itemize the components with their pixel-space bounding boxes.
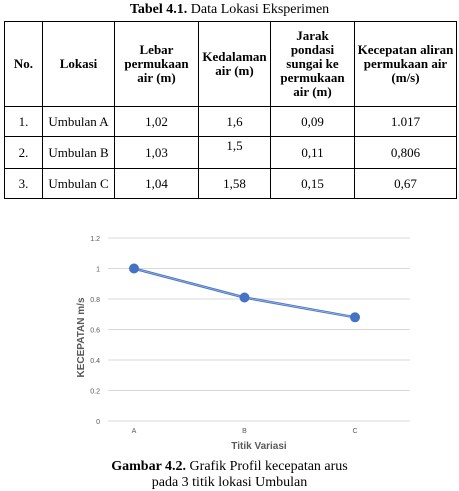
cell-no: 3. xyxy=(5,169,43,199)
table-header-row xyxy=(5,22,457,107)
y-tick-label: 0.2 xyxy=(90,388,100,396)
header-kecepatan: Kecepatan aliran permukaan air (m/s) xyxy=(355,22,457,107)
cell-jarak: 0,11 xyxy=(271,137,355,169)
data-point xyxy=(350,312,360,322)
cell-lokasi: Umbulan C xyxy=(43,169,115,199)
table-caption-text: Data Lokasi Eksperimen xyxy=(187,2,330,17)
y-axis-title: KECEPATAN m/s xyxy=(76,297,87,378)
header-lokasi: Lokasi xyxy=(43,22,115,107)
table-caption xyxy=(0,2,459,18)
data-table xyxy=(4,21,457,199)
figure-caption-line2: pada 3 titik lokasi Umbulan xyxy=(151,475,308,490)
x-tick-label: A xyxy=(131,428,137,435)
cell-kedalaman: 1,58 xyxy=(199,169,271,199)
cell-kecepatan: 0,806 xyxy=(355,137,457,169)
table-row xyxy=(5,137,457,169)
cell-kedalaman: 1,5 xyxy=(199,137,271,169)
x-tick-label: C xyxy=(352,428,358,435)
cell-lokasi: Umbulan B xyxy=(43,137,115,169)
table-row xyxy=(5,169,457,199)
header-no: No. xyxy=(5,22,43,107)
data-point xyxy=(129,264,139,274)
y-tick-label: 1.2 xyxy=(90,236,100,243)
cell-no: 1. xyxy=(5,107,43,137)
y-tick-label: 0.4 xyxy=(90,358,100,365)
cell-jarak: 0,15 xyxy=(271,169,355,199)
cell-lebar: 1,03 xyxy=(115,137,199,169)
header-lebar: Lebar permukaan air (m) xyxy=(115,22,199,107)
table-row xyxy=(5,107,457,137)
cell-jarak: 0,09 xyxy=(271,107,355,137)
cell-lebar: 1,02 xyxy=(115,107,199,137)
header-kedalaman: Kedalaman air (m) xyxy=(199,22,271,107)
figure-caption-text: Grafik Profil kecepatan arus xyxy=(186,459,348,474)
cell-lebar: 1,04 xyxy=(115,169,199,199)
cell-kecepatan: 0,67 xyxy=(355,169,457,199)
cell-kecepatan: 1.017 xyxy=(355,107,457,137)
y-tick-label: 1 xyxy=(96,266,100,274)
data-point xyxy=(240,292,250,302)
y-tick-label: 0.8 xyxy=(90,297,100,304)
velocity-line-chart xyxy=(0,228,459,456)
y-tick-label: 0.6 xyxy=(90,327,100,335)
cell-no: 2. xyxy=(5,137,43,169)
y-tick-label: 0 xyxy=(96,419,100,426)
cell-kedalaman: 1,6 xyxy=(199,107,271,137)
header-jarak: Jarak pondasi sungai ke permukaan air (m) xyxy=(271,22,355,107)
figure-caption xyxy=(0,458,459,475)
x-axis-title: Titik Variasi xyxy=(231,441,287,452)
cell-lokasi: Umbulan A xyxy=(43,107,115,137)
x-tick-label: B xyxy=(242,428,247,435)
figure-caption-number: Gambar 4.2. xyxy=(111,459,187,474)
table-caption-number: Tabel 4.1. xyxy=(129,2,188,17)
